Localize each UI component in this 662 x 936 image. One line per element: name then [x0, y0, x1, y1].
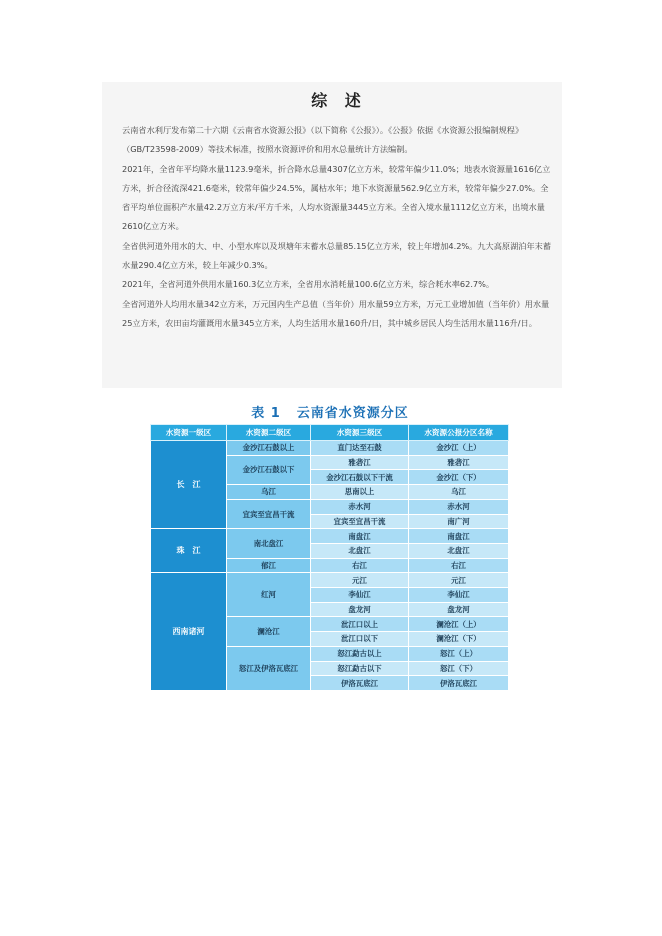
- level3-cell: 南盘江: [311, 529, 409, 544]
- table-header-row: [151, 425, 509, 441]
- level3-cell: 沘江口以上: [311, 617, 409, 632]
- table-row: [151, 441, 509, 456]
- bulletin-zone-cell: 北盘江: [409, 543, 509, 558]
- level2-cell: 澜沧江: [227, 617, 311, 646]
- bulletin-zone-cell: 元江: [409, 573, 509, 588]
- article-paragraph: 云南省水利厅发布第二十六期《云南省水资源公报》（以下简称《公报》）。《公报》依据《水资源公报编制规程》（GB/T23598-2009）等技术标准，按照水资源评价和用水总量统计方法编制。: [122, 125, 524, 155]
- bulletin-zone-cell: 南广河: [409, 514, 509, 529]
- level2-cell: 金沙江石鼓以下: [227, 455, 311, 484]
- level3-cell: 宜宾至宜昌干流: [311, 514, 409, 529]
- level1-cell: 长 江: [151, 441, 227, 529]
- level2-cell: 红河: [227, 573, 311, 617]
- level3-cell: 思南以上: [311, 485, 409, 500]
- article-paragraph: 2021年，全省河道外供用水量160.3亿立方米，全省用水消耗量100.6亿立方米，综合耗水率62.7%。: [122, 279, 495, 290]
- table-number: 表 1: [251, 406, 281, 421]
- level1-cell: 珠 江: [151, 529, 227, 573]
- bulletin-zone-cell: 雅砻江: [409, 455, 509, 470]
- level3-cell: 直门达至石鼓: [311, 441, 409, 456]
- bulletin-zone-cell: 乌江: [409, 485, 509, 500]
- bulletin-zone-cell: 盘龙河: [409, 602, 509, 617]
- bulletin-zone-cell: 南盘江: [409, 529, 509, 544]
- level3-cell: 赤水河: [311, 499, 409, 514]
- level3-cell: 元江: [311, 573, 409, 588]
- bulletin-zone-cell: 澜沧江（上）: [409, 617, 509, 632]
- article-paragraph: 2021年，全省年平均降水量1123.9毫米，折合降水总量4307亿立方米，较常年偏少11.0%；地表水资源量1616亿立方米，折合径流深421.6毫米，较常年偏少24.5%，属枯水年；地下水资源量562.9亿立方米，较常年偏少27.0%。全省平均单位面积产水量42.2万立方米/平方千米，人均水资源量3445立方米。全省入境水量1112亿立方米，出境水量2610亿立方米。: [122, 163, 551, 232]
- level3-cell: 北盘江: [311, 543, 409, 558]
- table-body: [151, 441, 509, 691]
- bulletin-zone-cell: 赤水河: [409, 499, 509, 514]
- level3-cell: 金沙江石鼓以下干流: [311, 470, 409, 485]
- level3-cell: 伊洛瓦底江: [311, 676, 409, 691]
- level3-cell: 沘江口以下: [311, 632, 409, 647]
- table-row: [151, 573, 509, 588]
- level3-cell: 怒江勐古以上: [311, 646, 409, 661]
- bulletin-zone-cell: 怒江（上）: [409, 646, 509, 661]
- level2-cell: 郁江: [227, 558, 311, 573]
- bulletin-zone-cell: 右江: [409, 558, 509, 573]
- level2-cell: 乌江: [227, 485, 311, 500]
- column-header: 水资源一级区: [151, 425, 227, 441]
- article-paragraph: 全省河道外人均用水量342立方米，万元国内生产总值（当年价）用水量59立方米，万元工业增加值（当年价）用水量25立方米，农田亩均灌溉用水量345立方米，人均生活用水量160升/日，其中城乡居民人均生活用水量116升/日。: [122, 298, 550, 328]
- bulletin-zone-cell: 怒江（下）: [409, 661, 509, 676]
- water-resource-table: [150, 424, 509, 691]
- column-header: 水资源二级区: [227, 425, 311, 441]
- table-row: [151, 529, 509, 544]
- level3-cell: 雅砻江: [311, 455, 409, 470]
- level3-cell: 怒江勐古以下: [311, 661, 409, 676]
- bulletin-zone-cell: 金沙江（下）: [409, 470, 509, 485]
- level1-cell: 西南诸河: [151, 573, 227, 691]
- level3-cell: 盘龙河: [311, 602, 409, 617]
- level2-cell: 宜宾至宜昌干流: [227, 499, 311, 528]
- bulletin-zone-cell: 李仙江: [409, 588, 509, 603]
- column-header: 水资源三级区: [311, 425, 409, 441]
- level2-cell: 金沙江石鼓以上: [227, 441, 311, 456]
- bulletin-zone-cell: 金沙江（上）: [409, 441, 509, 456]
- table-caption: [150, 402, 510, 421]
- bulletin-zone-cell: 澜沧江（下）: [409, 632, 509, 647]
- table-title: 云南省水资源分区: [296, 406, 409, 421]
- level2-cell: 怒江及伊洛瓦底江: [227, 646, 311, 690]
- article-title: 综 述: [311, 91, 367, 110]
- bulletin-zone-cell: 伊洛瓦底江: [409, 676, 509, 691]
- column-header: 水资源公报分区名称: [409, 425, 509, 441]
- level2-cell: 南北盘江: [227, 529, 311, 558]
- article-paragraph: 全省供河道外用水的大、中、小型水库以及坝塘年末蓄水总量85.15亿立方米，较上年增加4.2%。九大高原湖泊年末蓄水量290.4亿立方米，较上年减少0.3%。: [122, 240, 552, 271]
- level3-cell: 李仙江: [311, 588, 409, 603]
- level3-cell: 右江: [311, 558, 409, 573]
- overview-article: [102, 82, 562, 388]
